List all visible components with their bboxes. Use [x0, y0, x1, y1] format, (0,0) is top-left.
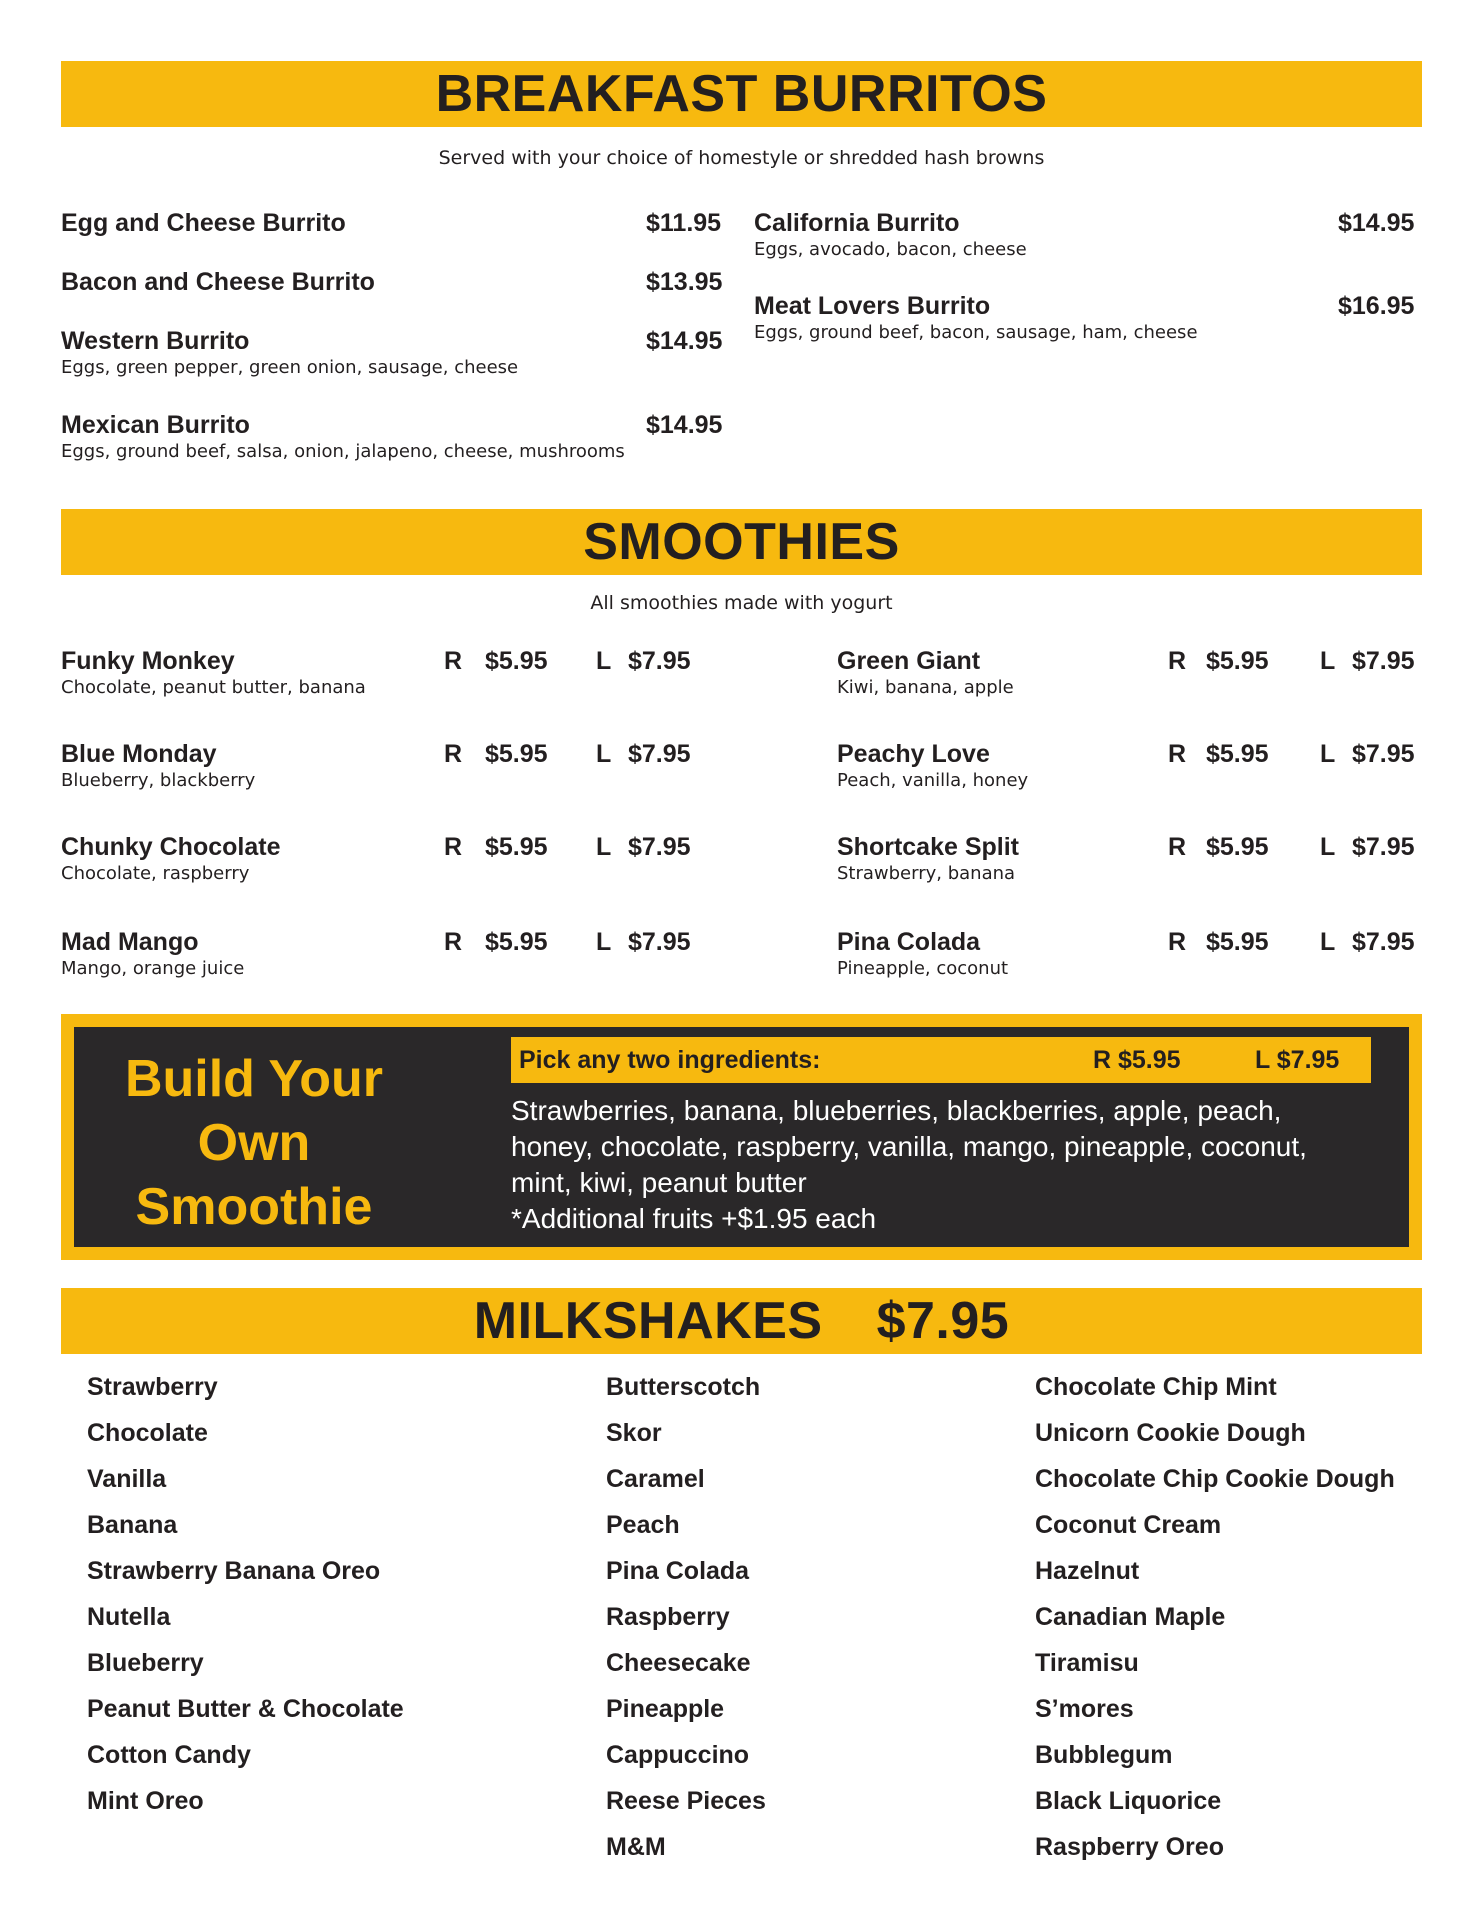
regular-price: $5.95: [1206, 647, 1269, 675]
item-name: Funky Monkey: [61, 647, 235, 675]
large-size-label: L: [1320, 740, 1336, 768]
milkshake-flavor: Canadian Maple: [1035, 1603, 1226, 1631]
regular-price: $5.95: [1206, 740, 1269, 768]
milkshake-flavor: Mint Oreo: [87, 1787, 204, 1815]
item-description: Chocolate, peanut butter, banana: [61, 677, 366, 698]
large-size-label: L: [596, 740, 612, 768]
menu-item: [61, 267, 375, 297]
large-price: $7.95: [1352, 833, 1415, 861]
build-bar-label: Pick any two ingredients:: [519, 1046, 821, 1074]
milkshake-flavor: Strawberry: [87, 1373, 218, 1401]
large-size-label: L: [596, 833, 612, 861]
item-description: Blueberry, blackberry: [61, 770, 256, 791]
large-price: $7.95: [1352, 928, 1415, 956]
item-name: Egg and Cheese Burrito: [61, 209, 346, 237]
milkshake-flavor: Chocolate Chip Mint: [1035, 1373, 1277, 1401]
build-your-own-title: [114, 1047, 394, 1239]
item-price: $13.95: [646, 268, 723, 296]
milkshake-flavor: S’mores: [1035, 1695, 1134, 1723]
large-price: $7.95: [628, 833, 691, 861]
build-your-own-panel: [61, 1014, 1422, 1260]
large-size-label: L: [1320, 928, 1336, 956]
smoothie-item: [837, 832, 1019, 886]
smoothies-banner: [61, 509, 1422, 575]
burritos-subtitle: Served with your choice of homestyle or shredded hash browns: [438, 147, 1045, 169]
item-name: Mad Mango: [61, 928, 199, 956]
milkshake-flavor: Raspberry: [606, 1603, 730, 1631]
large-price: $7.95: [628, 647, 691, 675]
smoothie-item: [61, 927, 244, 981]
milkshake-column-2: [606, 1372, 766, 1878]
large-size-label: L: [1320, 833, 1336, 861]
regular-price: $5.95: [1206, 833, 1269, 861]
item-description: Eggs, avocado, bacon, cheese: [754, 239, 1027, 260]
milkshake-flavor: M&M: [606, 1833, 666, 1861]
menu-item: [61, 410, 625, 464]
item-name: Meat Lovers Burrito: [754, 292, 991, 320]
milkshake-flavor: Banana: [87, 1511, 178, 1539]
large-price: $7.95: [1352, 740, 1415, 768]
milkshakes-title: [473, 1292, 1010, 1350]
milkshake-flavor: Nutella: [87, 1603, 171, 1631]
build-title-line: Own: [197, 1114, 311, 1172]
milkshake-column-3: [1035, 1372, 1395, 1878]
item-price: $14.95: [646, 411, 723, 439]
milkshake-flavor: Black Liquorice: [1035, 1787, 1222, 1815]
milkshake-flavor: Cappuccino: [606, 1741, 750, 1769]
regular-size-label: R: [444, 833, 463, 861]
item-name: Shortcake Split: [837, 833, 1019, 861]
burritos-title: BREAKFAST BURRITOS: [435, 65, 1048, 123]
item-name: Chunky Chocolate: [61, 833, 281, 861]
milkshakes-banner: [61, 1288, 1422, 1354]
smoothie-item: [61, 832, 280, 886]
smoothie-item: [837, 646, 1014, 700]
regular-size-label: R: [1168, 647, 1187, 675]
milkshake-flavor: Cotton Candy: [87, 1741, 251, 1769]
item-price: $14.95: [1338, 209, 1415, 237]
regular-price: $5.95: [485, 740, 548, 768]
regular-price: $5.95: [485, 833, 548, 861]
item-price: $11.95: [646, 209, 722, 237]
milkshake-flavor: Raspberry Oreo: [1035, 1833, 1224, 1861]
milkshake-flavor: Peach: [606, 1511, 680, 1539]
item-description: Eggs, ground beef, salsa, onion, jalapeno, cheese, mushrooms: [61, 441, 625, 462]
smoothie-item: [837, 927, 1008, 981]
build-ingredients: [511, 1093, 1401, 1237]
item-description: Mango, orange juice: [61, 958, 245, 979]
milkshake-flavor: Chocolate: [87, 1419, 208, 1447]
milkshake-flavor: Coconut Cream: [1035, 1511, 1222, 1539]
additional-fruits-note: *Additional fruits +$1.95 each: [511, 1203, 877, 1234]
regular-size-label: R: [444, 740, 463, 768]
build-title-line: Build Your: [124, 1050, 384, 1108]
regular-price: $5.95: [485, 928, 548, 956]
large-price: $7.95: [1352, 647, 1415, 675]
large-size-label: L: [596, 647, 612, 675]
large-price: $7.95: [628, 928, 691, 956]
item-name: Bacon and Cheese Burrito: [61, 268, 375, 296]
milkshake-flavor: Hazelnut: [1035, 1557, 1140, 1585]
item-price: $14.95: [646, 327, 723, 355]
build-your-own-inner: [74, 1027, 1409, 1247]
large-size-label: L: [1320, 647, 1336, 675]
milkshakes-title-text: MILKSHAKES: [473, 1292, 823, 1350]
smoothies-title: SMOOTHIES: [583, 513, 900, 571]
menu-item: [61, 208, 346, 238]
milkshake-flavor: Blueberry: [87, 1649, 204, 1677]
regular-size-label: R: [1168, 833, 1187, 861]
item-name: Green Giant: [837, 647, 981, 675]
ingredients-line: Strawberries, banana, blueberries, blackberries, apple, peach,: [511, 1095, 1282, 1126]
milkshake-flavor: Bubblegum: [1035, 1741, 1173, 1769]
smoothie-item: [61, 646, 366, 700]
build-title-line: Smoothie: [135, 1178, 373, 1236]
ingredients-line: honey, chocolate, raspberry, vanilla, mango, pineapple, coconut,: [511, 1131, 1307, 1162]
milkshake-flavor: Unicorn Cookie Dough: [1035, 1419, 1306, 1447]
menu-item: [61, 326, 518, 380]
milkshake-flavor: Tiramisu: [1035, 1649, 1139, 1677]
item-description: Strawberry, banana: [837, 863, 1016, 884]
build-price-bar: [511, 1037, 1371, 1083]
item-name: Blue Monday: [61, 740, 217, 768]
milkshake-flavor: Pineapple: [606, 1695, 725, 1723]
item-description: Eggs, ground beef, bacon, sausage, ham, cheese: [754, 322, 1198, 343]
milkshake-flavor: Caramel: [606, 1465, 705, 1493]
item-description: Peach, vanilla, honey: [837, 770, 1029, 791]
build-large-price: L $7.95: [1255, 1046, 1340, 1074]
milkshake-flavor: Pina Colada: [606, 1557, 750, 1585]
item-name: Mexican Burrito: [61, 411, 250, 439]
milkshake-flavor: Butterscotch: [606, 1373, 761, 1401]
milkshake-flavor: Reese Pieces: [606, 1787, 766, 1815]
item-description: Pineapple, coconut: [837, 958, 1009, 979]
regular-price: $5.95: [485, 647, 548, 675]
regular-size-label: R: [444, 928, 463, 956]
milkshake-flavor: Skor: [606, 1419, 662, 1447]
menu-item: [754, 291, 1198, 345]
regular-size-label: R: [444, 647, 463, 675]
regular-size-label: R: [1168, 740, 1187, 768]
item-description: Eggs, green pepper, green onion, sausage, cheese: [61, 357, 519, 378]
item-description: Kiwi, banana, apple: [837, 677, 1014, 698]
item-description: Chocolate, raspberry: [61, 863, 250, 884]
ingredients-line: mint, kiwi, peanut butter: [511, 1167, 807, 1198]
burritos-banner: [61, 61, 1422, 127]
item-name: Western Burrito: [61, 327, 250, 355]
milkshake-flavor: Cheesecake: [606, 1649, 751, 1677]
milkshake-flavor: Chocolate Chip Cookie Dough: [1035, 1465, 1395, 1493]
build-regular-price: R $5.95: [1093, 1046, 1181, 1074]
large-size-label: L: [596, 928, 612, 956]
item-name: Peachy Love: [837, 740, 990, 768]
large-price: $7.95: [628, 740, 691, 768]
item-name: California Burrito: [754, 209, 960, 237]
item-price: $16.95: [1338, 292, 1415, 320]
milkshake-flavor: Strawberry Banana Oreo: [87, 1557, 381, 1585]
smoothie-item: [837, 739, 1028, 793]
smoothie-item: [61, 739, 255, 793]
milkshake-flavor: Vanilla: [87, 1465, 167, 1493]
milkshakes-price: $7.95: [876, 1292, 1010, 1350]
milkshake-column-1: [87, 1372, 404, 1832]
regular-size-label: R: [1168, 928, 1187, 956]
item-name: Pina Colada: [837, 928, 981, 956]
smoothies-subtitle: All smoothies made with yogurt: [590, 592, 893, 614]
regular-price: $5.95: [1206, 928, 1269, 956]
menu-item: [754, 208, 1027, 262]
milkshake-flavor: Peanut Butter & Chocolate: [87, 1695, 404, 1723]
